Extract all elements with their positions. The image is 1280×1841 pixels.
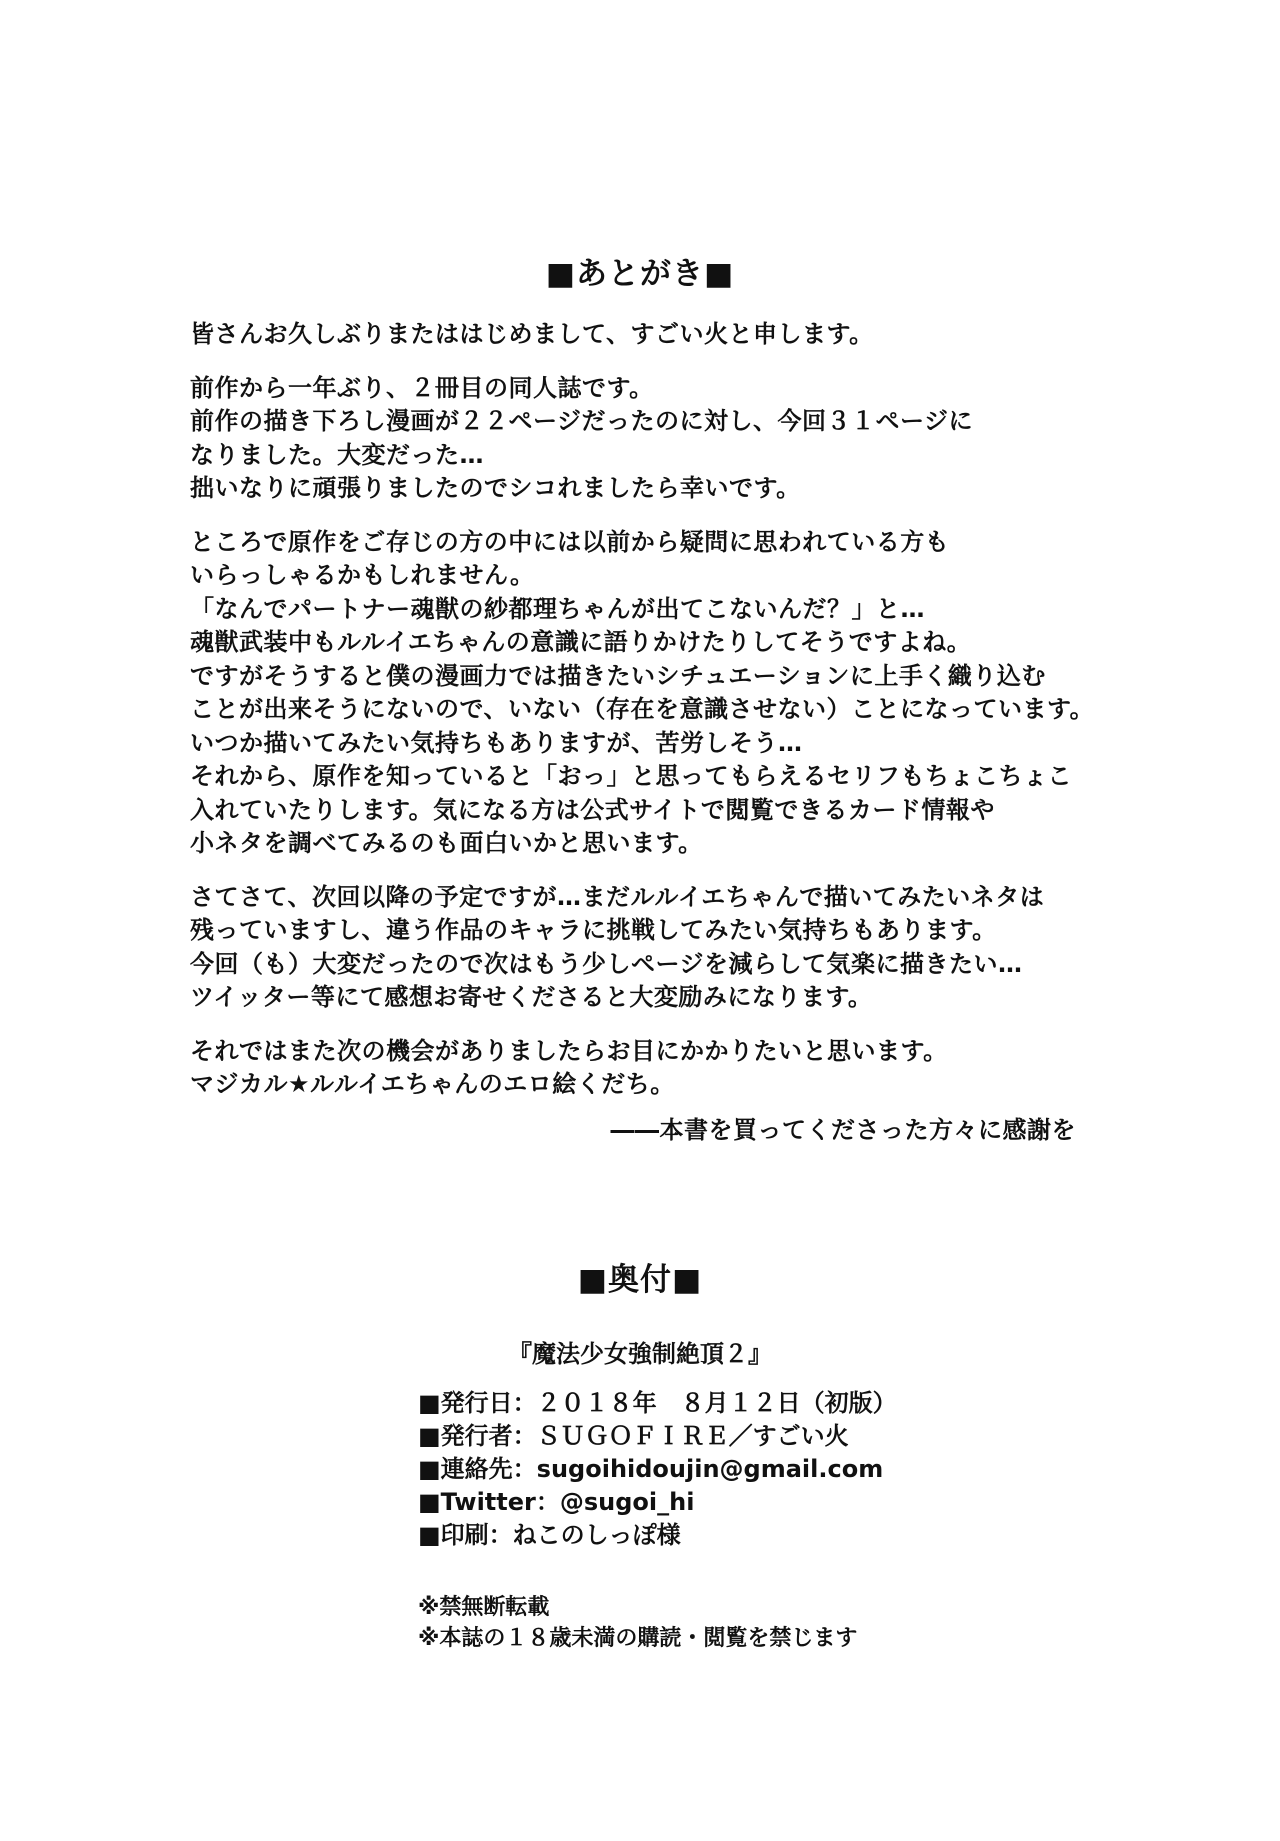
colophon-publish-date: ■発行日：２０１８年 ８月１２日（初版） <box>418 1389 897 1417</box>
notice-no-reprint: ※禁無断転載 <box>418 1595 550 1620</box>
paragraph-closing <box>190 1035 1090 1102</box>
book-title: 『魔法少女強制絶頂２』 <box>508 1340 772 1368</box>
afterword-signature: ――本書を買ってくださった方々に感謝を <box>610 1116 1076 1144</box>
afterword-body <box>190 318 1095 1122</box>
colophon-printer: ■印刷：ねこのしっぽ様 <box>418 1521 681 1549</box>
paragraph-original-work <box>190 526 1095 861</box>
colophon-notices <box>418 1592 857 1654</box>
text-line: ツイッター等にて感想お寄せくださると大変励みになります。 <box>190 983 873 1011</box>
text-line: いらっしゃるかもしれません。 <box>190 561 535 589</box>
paragraph-future-plans <box>190 881 1090 1015</box>
text-line: 魂獣武装中もルルイエちゃんの意識に語りかけたりしてそうですよね。 <box>190 628 972 656</box>
colophon-publisher: ■発行者：ＳＵＧＯＦＩＲＥ／すごい火 <box>418 1422 849 1450</box>
text-line: ですがそうすると僕の漫画力では描きたいシチュエーションに上手く織り込む <box>190 661 1046 690</box>
paragraph-intro <box>190 372 1090 506</box>
paragraph-greeting <box>190 318 1090 352</box>
notice-age-restriction: ※本誌の１８歳未満の購読・閲覧を禁じます <box>418 1626 858 1651</box>
text-line: さてさて、次回以降の予定ですが…まだルルイエちゃんで描いてみたいネタは <box>190 882 1045 911</box>
text-line: マジカル★ルルイエちゃんのエロ絵くだち。 <box>190 1070 675 1098</box>
text-line: それから、原作を知っていると「おっ」と思ってもらえるセリフもちょこちょこ <box>190 762 1072 790</box>
text-line: なりました。大変だった… <box>190 440 484 469</box>
text-line: 入れていたりします。気になる方は公式サイトで閲覧できるカード情報や <box>190 795 995 824</box>
text-line: 残っていますし、違う作品のキャラに挑戦してみたい気持ちもあります。 <box>190 916 997 944</box>
text-line: 「なんでパートナー魂獣の紗都理ちゃんが出てこないんだ？」と… <box>190 594 925 623</box>
colophon-details <box>418 1387 897 1552</box>
text-line: ことが出来そうにないので、いない（存在を意識させない）ことになっています。 <box>190 695 1095 723</box>
text-line: 小ネタを調べてみるのも面白いかと思います。 <box>190 829 703 857</box>
text-line: ところで原作をご存じの方の中には以前から疑問に思われている方も <box>190 527 950 556</box>
text-line: 前作から一年ぶり、２冊目の同人誌です。 <box>190 373 654 402</box>
text-line: 皆さんお久しぶりまたははじめまして、すごい火と申します。 <box>190 320 874 348</box>
text-line: それではまた次の機会がありましたらお目にかかりたいと思います。 <box>190 1036 948 1065</box>
text-line: 前作の描き下ろし漫画が２２ページだったのに対し、今回３１ページに <box>190 407 974 435</box>
text-line: 今回（も）大変だったので次はもう少しページを減らして気楽に描きたい… <box>190 949 1023 978</box>
text-line: 拙いなりに頑張りましたのでシコれましたら幸いです。 <box>190 474 801 502</box>
colophon-twitter: ■Twitter：@sugoi_hi <box>418 1488 695 1516</box>
colophon-contact: ■連絡先：sugoihidoujin@gmail.com <box>418 1455 884 1483</box>
afterword-heading: ■あとがき■ <box>545 256 735 292</box>
text-line: いつか描いてみたい気持ちもありますが、苦労しそう… <box>190 728 803 757</box>
colophon-heading: ■奥付■ <box>577 1262 703 1298</box>
